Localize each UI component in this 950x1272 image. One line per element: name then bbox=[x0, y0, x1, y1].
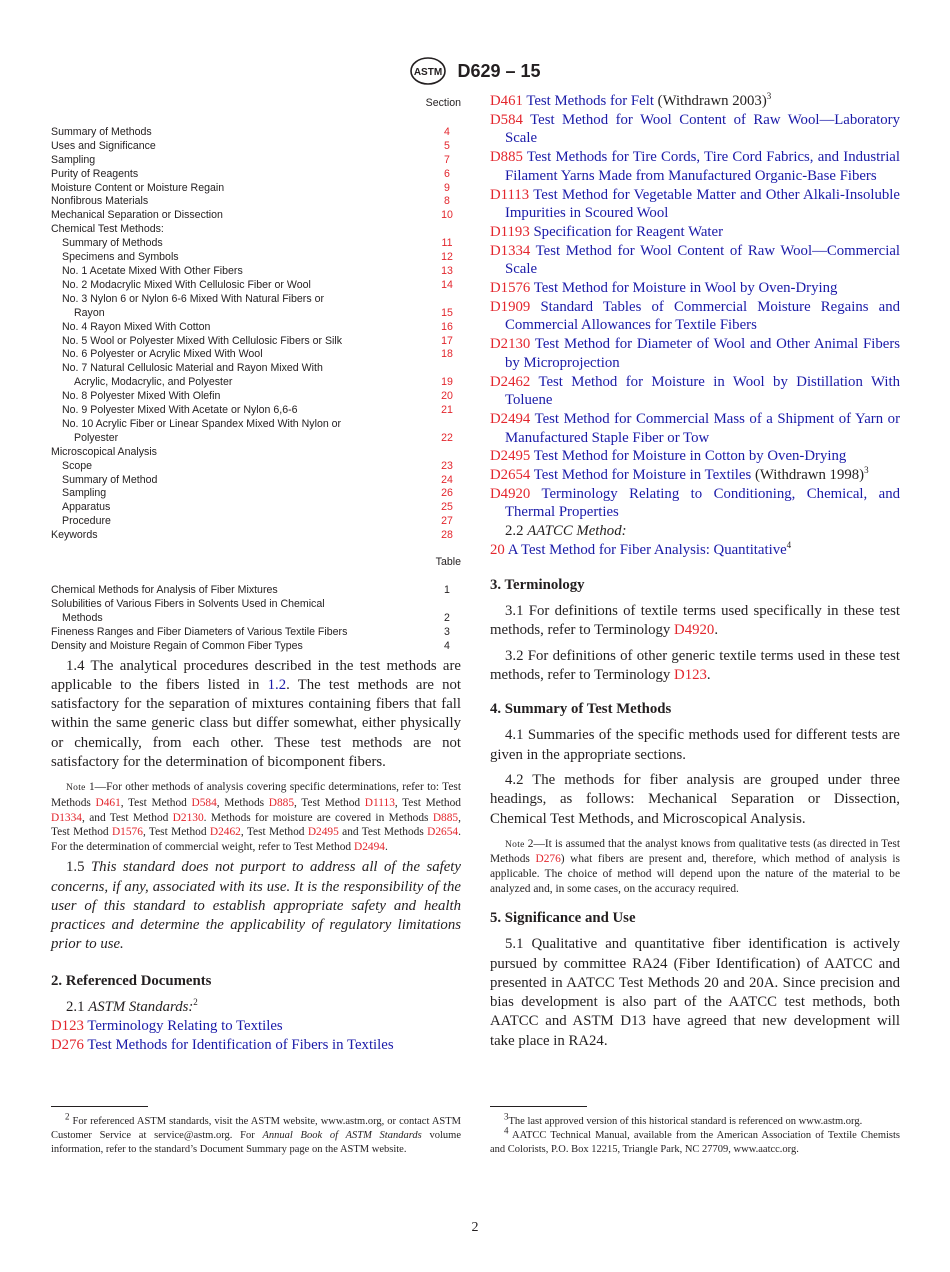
section-number-link[interactable]: 15 bbox=[441, 306, 453, 319]
footnote-marker: 3 bbox=[766, 91, 772, 102]
paragraph-3-1: 3.1 For definitions of textile terms used specifically in these test methods, refer to Terminology D4920. bbox=[490, 603, 900, 639]
index-label: Sampling bbox=[51, 153, 96, 166]
note-text: , Test Method bbox=[142, 826, 210, 839]
reference-code-link[interactable]: D2654 bbox=[490, 467, 531, 484]
index-label: Uses and Significance bbox=[51, 139, 156, 152]
reference-item bbox=[490, 279, 900, 298]
index-label: Procedure bbox=[62, 515, 111, 528]
section-number-link[interactable]: 27 bbox=[441, 515, 453, 528]
index-label: No. 8 Polyester Mixed With Olefin bbox=[62, 390, 221, 403]
note-text: , Test Method bbox=[240, 826, 308, 839]
reference-code-link[interactable]: D123 bbox=[51, 1018, 84, 1035]
index-row bbox=[51, 474, 461, 488]
reference-code-link[interactable]: D4920 bbox=[490, 485, 531, 502]
table-number: 2 bbox=[444, 611, 450, 624]
paragraph-3-2: 3.2 For definitions of other generic textile terms used in these test methods, refer to Terminology D123. bbox=[490, 647, 900, 684]
index-label: Fineness Ranges and Fiber Diameters of Various Textile Fibers bbox=[51, 625, 348, 638]
index-label: No. 2 Modacrylic Mixed With Cellulosic Fiber or Wool bbox=[62, 278, 311, 291]
link-d276[interactable]: D276 bbox=[535, 853, 561, 866]
table-number: 1 bbox=[444, 584, 450, 596]
reference-item bbox=[490, 373, 900, 410]
index-label: No. 6 Polyester or Acrylic Mixed With Wool bbox=[62, 348, 263, 361]
note-link[interactable]: D2130 bbox=[172, 811, 204, 824]
section-number-link[interactable]: 22 bbox=[441, 431, 453, 444]
reference-title-link[interactable]: Test Method for Moisture in Wool by Oven-Drying bbox=[533, 280, 838, 297]
note-text: and Test Methods bbox=[338, 826, 428, 839]
reference-title-link[interactable]: Test Method for Wool Content of Raw Wool—Commercial Scale bbox=[505, 242, 901, 278]
index-row bbox=[51, 182, 461, 196]
reference-code-link[interactable]: D461 bbox=[490, 93, 523, 109]
paragraph-2-2: 2.2 AATCC Method: bbox=[505, 523, 627, 540]
index-label: Scope bbox=[62, 459, 93, 472]
index-row bbox=[51, 418, 461, 432]
heading-terminology: 3. Terminology bbox=[490, 577, 585, 594]
table-number: 3 bbox=[444, 625, 450, 638]
index-row bbox=[51, 223, 461, 237]
footnote-rule bbox=[490, 1106, 587, 1107]
index-row bbox=[51, 265, 461, 279]
reference-code-link[interactable]: D2130 bbox=[490, 336, 531, 353]
index-row bbox=[51, 487, 461, 501]
reference-item bbox=[490, 466, 900, 485]
table-column-header: Table bbox=[435, 556, 461, 569]
reference-item bbox=[51, 1036, 461, 1055]
paragraph-5-1: 5.1 Qualitative and quantitative fiber identification is actively pursued by committee RA24 (Fiber Identification) of AATCC and presented in AATCC Test Methods 20 and 20A. Since precision and bias development is also part of the AATCC test methods, both AATCC and ASTM D13 have agreed that new development will take place in RA24. bbox=[490, 936, 900, 1049]
link-d123[interactable]: D123 bbox=[674, 667, 707, 684]
index-row bbox=[51, 293, 461, 307]
index-label: No. 7 Natural Cellulosic Material and Rayon Mixed With bbox=[62, 362, 323, 375]
reference-code-link[interactable]: D1909 bbox=[490, 298, 531, 315]
reference-item bbox=[490, 148, 900, 185]
section-number-link[interactable]: 13 bbox=[441, 264, 453, 277]
heading-referenced-documents: 2. Referenced Documents bbox=[51, 972, 212, 989]
index-label: No. 4 Rayon Mixed With Cotton bbox=[62, 320, 211, 333]
index-row bbox=[51, 140, 461, 154]
reference-code-link[interactable]: D2462 bbox=[490, 373, 531, 390]
link-section-1-2[interactable]: 1.2 bbox=[267, 676, 287, 693]
reference-title-link[interactable]: Test Method for Commercial Mass of a Shipment of Yarn or Manufactured Staple Fiber or Tow bbox=[505, 410, 901, 446]
reference-code-link[interactable]: D1576 bbox=[490, 280, 531, 297]
index-row bbox=[51, 348, 461, 362]
reference-code-link[interactable]: D885 bbox=[490, 149, 523, 166]
reference-title-link[interactable]: Test Methods for Felt bbox=[526, 93, 654, 109]
section-number-link[interactable]: 28 bbox=[441, 529, 453, 542]
reference-code-link[interactable]: D2495 bbox=[490, 448, 531, 465]
paragraph-4-2: 4.2 The methods for fiber analysis are grouped under three headings, as follows: Mechanical Separation or Dissection, Chemical Test Methods, and Microscopical Analysis. bbox=[490, 771, 900, 827]
reference-code-link[interactable]: D1334 bbox=[490, 242, 531, 259]
index-row bbox=[51, 195, 461, 209]
paragraph-1-4: 1.4 The analytical procedures described in the test methods are applicable to the fibers listed in 1.2. The test methods are not satisfactory for the separation of mixtures containing fibers that fall within the same generic class but differ somewhat, either physically or chemically, from each other. These test methods are not satisfactory for the determination of bicomponent fibers. bbox=[51, 657, 462, 771]
section-number-link[interactable]: 5 bbox=[444, 139, 450, 152]
index-row bbox=[51, 209, 461, 223]
index-row bbox=[51, 307, 461, 321]
section-number-link[interactable]: 23 bbox=[441, 459, 453, 472]
note-link[interactable]: D1334 bbox=[51, 811, 83, 824]
footnote-rule bbox=[51, 1106, 148, 1107]
footnote-3: $^3$The last approved version of this historical standard is referenced on www.astm.org. bbox=[504, 1111, 863, 1127]
paragraph-4-1: 4.1 Summaries of the specific methods used for different tests are given in the appropriate sections. bbox=[490, 727, 900, 763]
index-label: Polyester bbox=[74, 431, 119, 444]
index-row bbox=[51, 446, 461, 460]
index-label: No. 10 Acrylic Fiber or Linear Spandex Mixed With Nylon or bbox=[62, 417, 342, 430]
index-label: Sampling bbox=[62, 487, 107, 500]
reference-item bbox=[490, 485, 900, 522]
section-number-link[interactable]: 6 bbox=[444, 167, 450, 180]
note-text: . Methods for moisture are covered in Methods bbox=[203, 811, 433, 824]
note-link[interactable]: D2462 bbox=[209, 826, 241, 839]
reference-title-link[interactable]: Standard Tables of Commercial Moisture Regains and Commercial Allowances for Textile Fibers bbox=[505, 298, 900, 334]
index-row bbox=[51, 640, 461, 654]
reference-title-link[interactable]: Test Method for Moisture in Textiles bbox=[533, 467, 752, 484]
reference-title-link[interactable]: Test Methods for Identification of Fibers in Textiles bbox=[87, 1036, 394, 1053]
paragraph-2-1: 2.1 ASTM Standards:$^2$ bbox=[66, 996, 198, 1015]
reference-item bbox=[490, 447, 900, 466]
index-label: No. 1 Acetate Mixed With Other Fibers bbox=[62, 264, 243, 277]
note-text: , and Test Method bbox=[82, 811, 173, 824]
index-label: Apparatus bbox=[62, 501, 111, 514]
index-row bbox=[51, 501, 461, 515]
section-number-link[interactable]: 24 bbox=[441, 473, 453, 486]
reference-item bbox=[490, 223, 900, 242]
reference-code-link[interactable]: 20 bbox=[490, 542, 505, 559]
section-number-link[interactable]: 19 bbox=[441, 376, 453, 389]
index-label: No. 9 Polyester Mixed With Acetate or Nylon 6,6-6 bbox=[62, 404, 298, 417]
note-text: , Test Method bbox=[51, 811, 461, 839]
index-row bbox=[51, 362, 461, 376]
section-number-link[interactable]: 21 bbox=[441, 404, 453, 417]
reference-title-link[interactable]: Test Method for Diameter of Wool and Other Animal Fibers by Microprojection bbox=[505, 336, 900, 371]
index-row bbox=[51, 598, 461, 612]
section-number-link[interactable]: 11 bbox=[441, 237, 453, 250]
section-number-link[interactable]: 12 bbox=[441, 251, 453, 264]
reference-title-link[interactable]: Test Method for Wool Content of Raw Wool—Laboratory Scale bbox=[505, 111, 900, 147]
index-row bbox=[51, 251, 461, 265]
index-row bbox=[51, 612, 461, 626]
index-row bbox=[51, 626, 461, 640]
index-label: Solubilities of Various Fibers in Solvents Used in Chemical bbox=[51, 597, 325, 610]
reference-item bbox=[490, 111, 900, 148]
index-label: Density and Moisture Regain of Common Fiber Types bbox=[51, 639, 303, 652]
section-number-link[interactable]: 26 bbox=[441, 487, 453, 500]
index-label: Specimens and Symbols bbox=[62, 251, 179, 264]
section-number-link[interactable]: 4 bbox=[444, 125, 450, 138]
reference-title-link[interactable]: Test Method for Moisture in Wool by Distillation With Toluene bbox=[505, 373, 900, 409]
paragraph-1-5: 1.5 This standard does not purport to address all of the safety concerns, if any, associated with its use. It is the responsibility of the user of this standard to establish appropriate safety and health practices and determine the applicability of regulatory limitations prior to use. bbox=[51, 859, 461, 953]
reference-code-link[interactable]: D276 bbox=[51, 1036, 84, 1053]
note-link[interactable]: D885 bbox=[432, 811, 459, 824]
note-text: , Methods bbox=[216, 796, 269, 809]
index-row bbox=[51, 432, 461, 446]
index-row bbox=[51, 168, 461, 182]
reference-title-link[interactable]: Terminology Relating to Textiles bbox=[87, 1018, 283, 1035]
link-d4920[interactable]: D4920 bbox=[674, 622, 715, 639]
index-label: Summary of Methods bbox=[51, 125, 152, 138]
index-row bbox=[51, 515, 461, 529]
note-text: , Test Method bbox=[294, 796, 365, 809]
index-label: Mechanical Separation or Dissection bbox=[51, 209, 223, 222]
reference-aatcc-20: 20 A Test Method for Fiber Analysis: Quantitative$^4$ bbox=[490, 540, 792, 559]
document-designation: D629 – 15 bbox=[457, 60, 541, 81]
reference-note: (Withdrawn 2003) bbox=[653, 93, 767, 109]
reference-title-link[interactable]: Test Methods for Tire Cords, Tire Cord Fabrics, and Industrial Filament Yarns Made from Manufactured Organic-Base Fibers bbox=[505, 149, 900, 184]
note-link[interactable]: D2654 bbox=[427, 826, 459, 839]
reference-item bbox=[490, 335, 900, 372]
reference-item bbox=[490, 186, 900, 223]
index-row bbox=[51, 529, 461, 543]
section-number-link[interactable]: 14 bbox=[441, 278, 453, 291]
note-link[interactable]: D461 bbox=[95, 796, 121, 809]
reference-code-link[interactable]: D2494 bbox=[490, 410, 531, 427]
index-label: Microscopical Analysis bbox=[51, 445, 157, 458]
index-row bbox=[51, 404, 461, 418]
section-number-link[interactable]: 10 bbox=[441, 209, 453, 222]
index-label: Keywords bbox=[51, 529, 98, 542]
index-row bbox=[51, 460, 461, 474]
heading-significance-and-use: 5. Significance and Use bbox=[490, 910, 636, 927]
index-row bbox=[51, 126, 461, 140]
index-row bbox=[51, 584, 461, 598]
section-number-link[interactable]: 9 bbox=[444, 181, 450, 194]
section-number-link[interactable]: 7 bbox=[444, 153, 450, 166]
note-link[interactable]: D1576 bbox=[111, 826, 143, 839]
note-link[interactable]: D2495 bbox=[307, 826, 339, 839]
index-label: Chemical Test Methods: bbox=[51, 223, 164, 236]
section-number-link[interactable]: 25 bbox=[441, 501, 453, 514]
heading-summary-of-test-methods: 4. Summary of Test Methods bbox=[490, 701, 672, 718]
reference-item bbox=[490, 298, 900, 335]
index-row bbox=[51, 321, 461, 335]
index-label: Moisture Content or Moisture Regain bbox=[51, 181, 225, 194]
reference-item bbox=[490, 92, 900, 111]
reference-item bbox=[51, 1017, 461, 1036]
reference-title-link[interactable]: Specification for Reagent Water bbox=[533, 223, 724, 240]
table-number: 4 bbox=[444, 639, 450, 652]
index-row bbox=[51, 237, 461, 251]
reference-item bbox=[490, 410, 900, 447]
footnote-2: $^2$ For referenced ASTM standards, visit the ASTM website, www.astm.org, or contact ASTM Customer Service at service@astm.org. For Annual Book of ASTM Standards volume information, refer to the standard’s Document Summary page on the ASTM website. bbox=[51, 1111, 461, 1155]
note-link[interactable]: D584 bbox=[191, 796, 217, 809]
section-number-link[interactable]: 16 bbox=[441, 320, 453, 333]
note-link[interactable]: D1113 bbox=[364, 796, 395, 809]
note-1: Note 1—For other methods of analysis covering specific determinations, refer to: Test Methods D461, Test Method D584, Methods D885, Test Method D1113, Test Method D1334, and Test Method D2130. Methods for moisture are covered in Methods D885, Test Method D1576, Test Method D2462, Test Method D2495 and Test Methods D2654. For the determination of commercial weight, refer to Test Method D2494. bbox=[51, 781, 461, 853]
reference-item bbox=[490, 242, 900, 279]
section-number-link[interactable]: 18 bbox=[441, 348, 453, 361]
astm-logo-icon bbox=[409, 56, 447, 86]
footnote-marker: 3 bbox=[864, 465, 869, 476]
section-number-link[interactable]: 17 bbox=[441, 334, 453, 347]
reference-code-link[interactable]: D1113 bbox=[490, 186, 530, 203]
page-header bbox=[0, 56, 950, 86]
index-label: Summary of Method bbox=[62, 473, 158, 486]
reference-title-link[interactable]: Test Method for Moisture in Cotton by Oven-Drying bbox=[533, 448, 847, 465]
index-label: Nonfibrous Materials bbox=[51, 195, 149, 208]
index-label: Methods bbox=[62, 611, 103, 624]
note-2: Note 2—It is assumed that the analyst knows from qualitative tests (as directed in Test Methods D276) what fibers are present and, therefore, which method of analysis is applicable. The choice of method will depend upon the nature of the material to be analyzed and, in some cases, on the accuracy required. bbox=[490, 837, 900, 895]
reference-code-link[interactable]: D1193 bbox=[490, 223, 530, 240]
index-row bbox=[51, 376, 461, 390]
reference-title-link[interactable]: Terminology Relating to Conditioning, Chemical, and Thermal Properties bbox=[505, 485, 900, 521]
index-row bbox=[51, 390, 461, 404]
note-text: 1—For other methods of analysis covering specific determinations, refer to: Test Methods bbox=[51, 781, 461, 809]
section-number-link[interactable]: 20 bbox=[441, 390, 453, 403]
note-text: , Test Method bbox=[120, 796, 192, 809]
note-text: . For the determination of commercial weight, refer to Test Method bbox=[51, 826, 461, 853]
index-row bbox=[51, 279, 461, 293]
section-index bbox=[51, 97, 461, 654]
index-label: No. 3 Nylon 6 or Nylon 6-6 Mixed With Natural Fibers or bbox=[62, 292, 324, 305]
index-label: Chemical Methods for Analysis of Fiber Mixtures bbox=[51, 584, 278, 596]
note-text: , Test Method bbox=[394, 796, 461, 809]
section-column-header: Section bbox=[425, 97, 461, 109]
index-label: Purity of Reagents bbox=[51, 167, 139, 180]
note-link[interactable]: D2494 bbox=[353, 840, 385, 853]
index-label: Rayon bbox=[74, 306, 105, 319]
reference-note: (Withdrawn 1998) bbox=[751, 467, 865, 484]
index-label: Summary of Methods bbox=[62, 237, 163, 250]
index-row bbox=[51, 154, 461, 168]
note-link[interactable]: D885 bbox=[268, 796, 295, 809]
footnote-4: $^4$ AATCC Technical Manual, available from the American Association of Textile Chemists and Colorists, P.O. Box 12215, Triangle Park, NC 27709, www.aatcc.org. bbox=[490, 1125, 901, 1155]
reference-title-link[interactable]: Test Method for Vegetable Matter and Other Alkali-Insoluble Impurities in Scoured Wool bbox=[505, 186, 900, 222]
reference-code-link[interactable]: D584 bbox=[490, 111, 523, 128]
index-row bbox=[51, 335, 461, 349]
svg-text:ASTM: ASTM bbox=[414, 67, 443, 78]
note-text: . bbox=[385, 840, 388, 853]
page-number: 2 bbox=[471, 1220, 479, 1235]
index-label: Acrylic, Modacrylic, and Polyester bbox=[74, 376, 233, 389]
section-number-link[interactable]: 8 bbox=[444, 195, 450, 208]
index-label: No. 5 Wool or Polyester Mixed With Cellulosic Fibers or Silk bbox=[62, 334, 343, 347]
